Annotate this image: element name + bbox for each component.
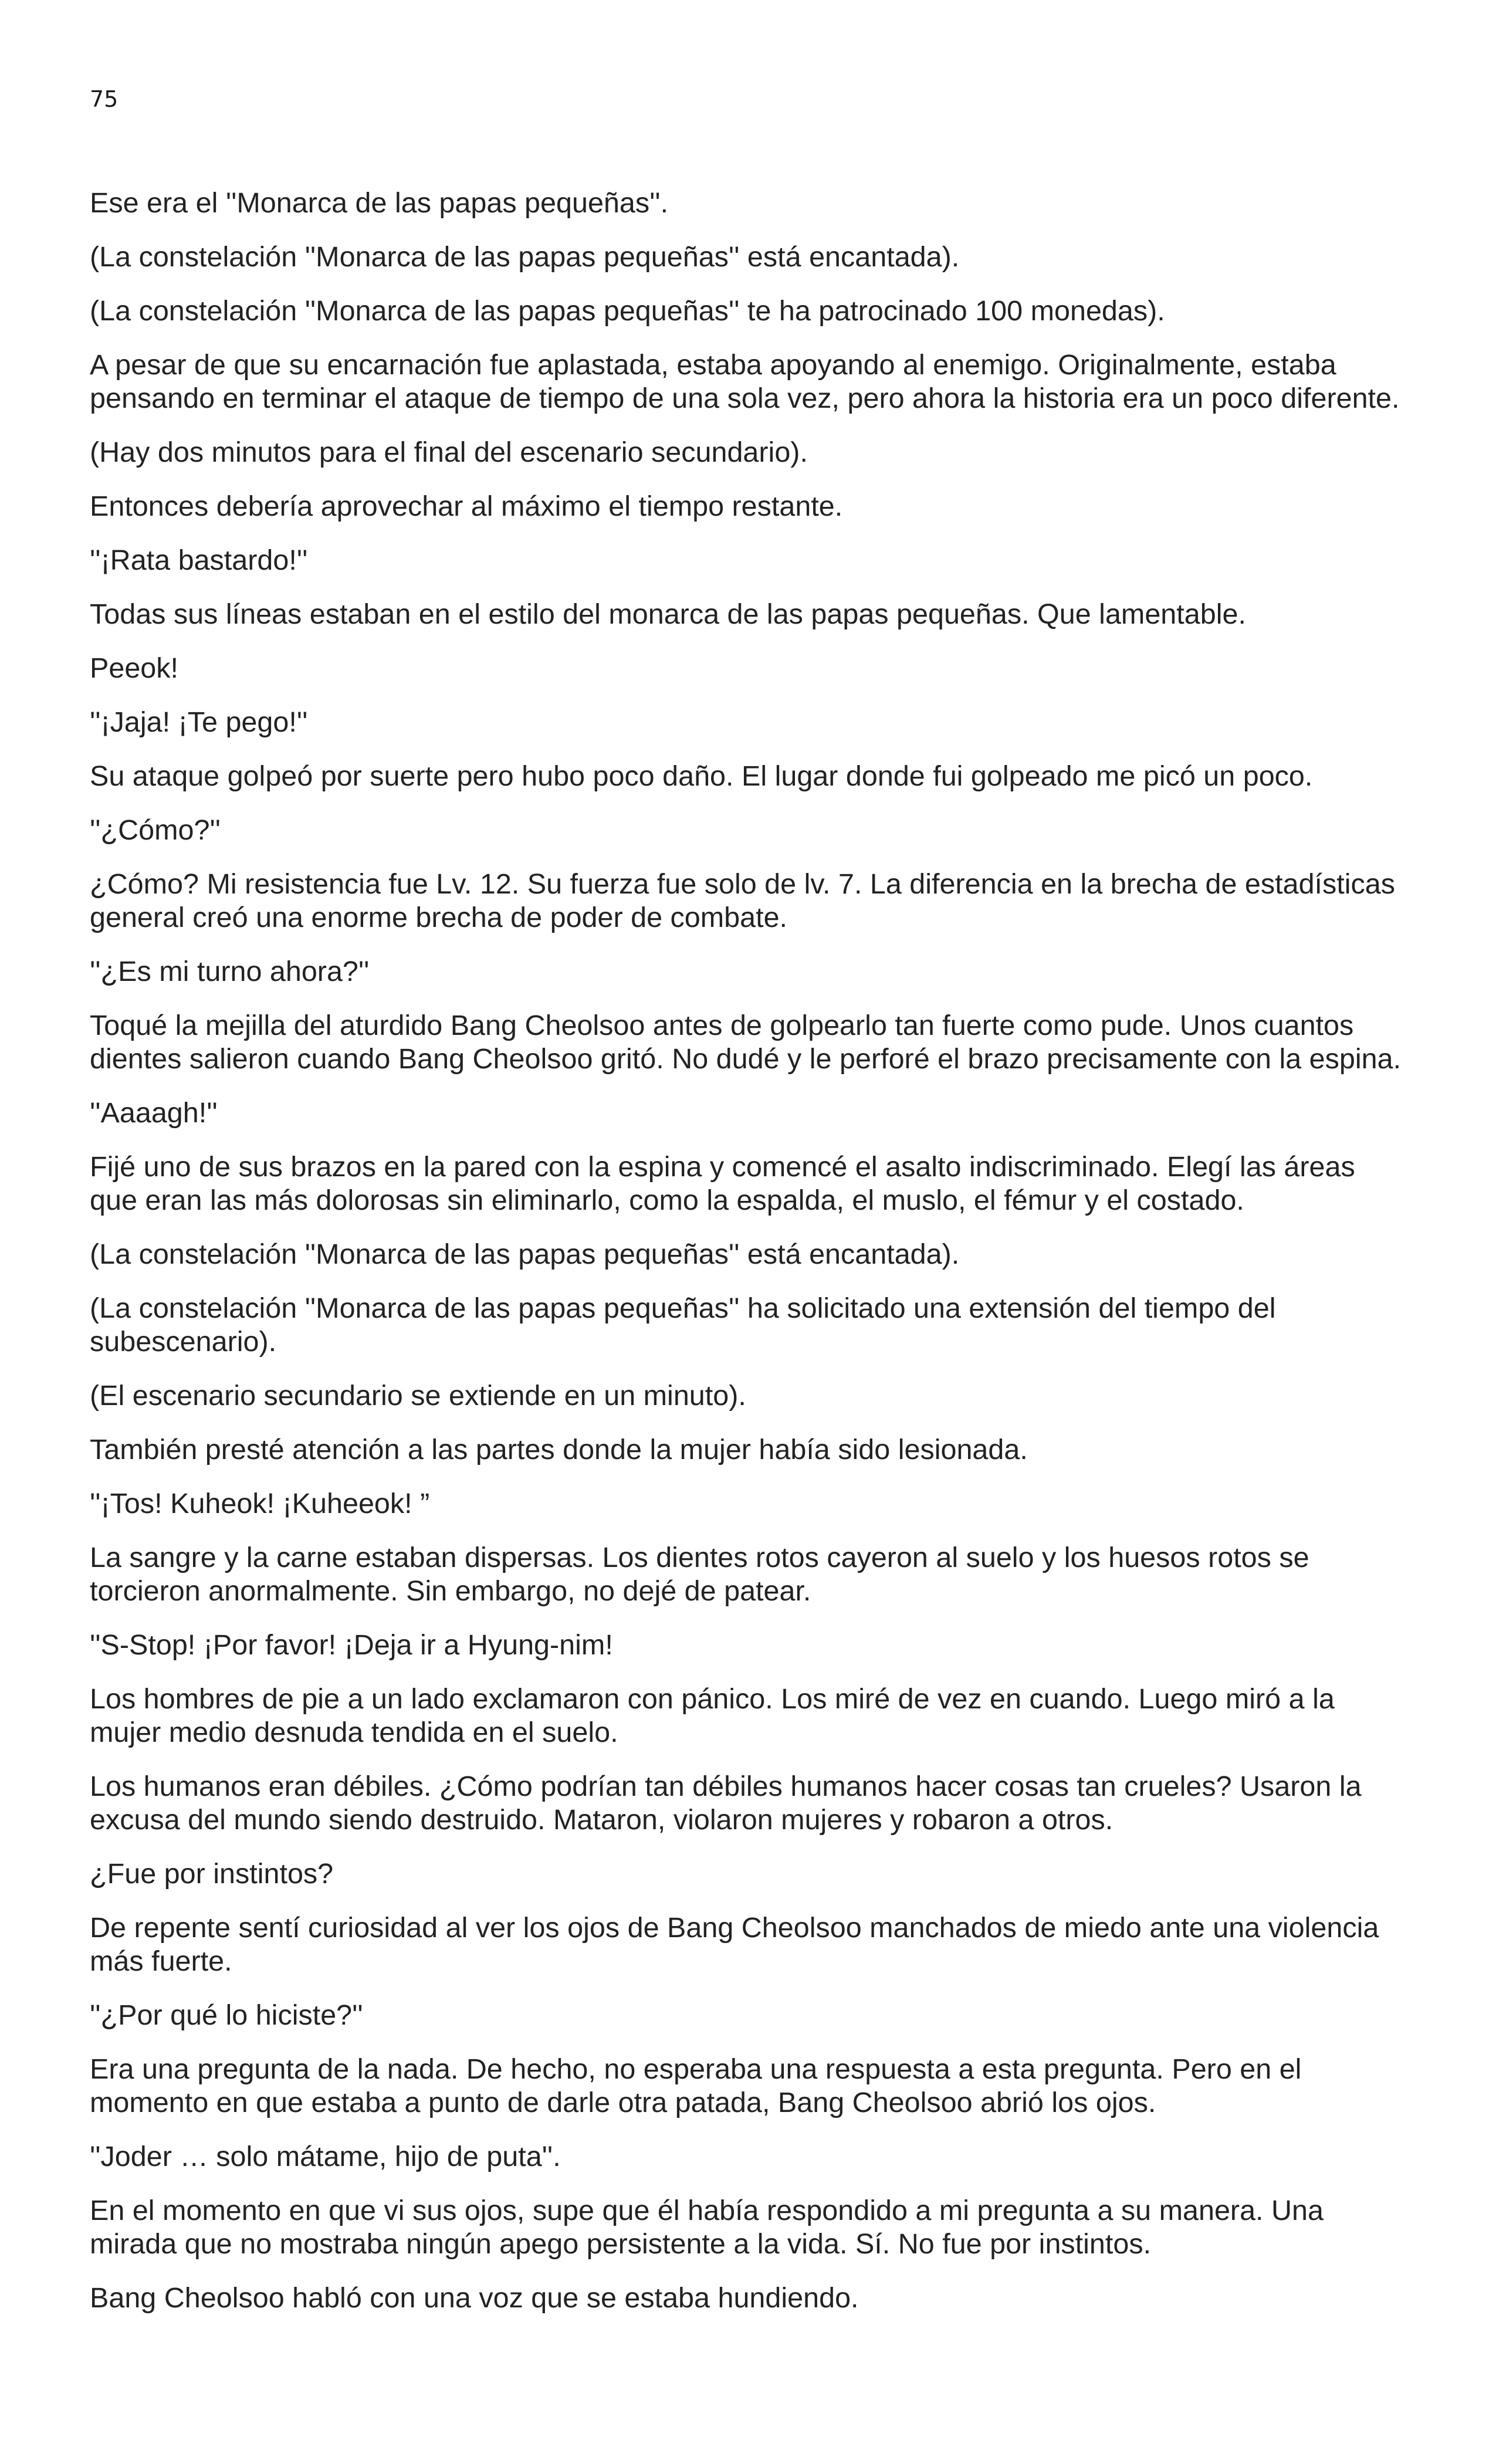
paragraph: (Hay dos minutos para el final del escenario secundario). xyxy=(90,436,808,468)
body-text xyxy=(90,187,1407,2336)
paragraph: ''S-Stop! ¡Por favor! ¡Deja ir a Hyung-nim! xyxy=(90,1629,613,1661)
paragraph: La sangre y la carne estaban dispersas. Los dientes rotos cayeron al suelo y los huesos rotos se torcieron anormalmente. Sin embargo, no dejé de patear. xyxy=(90,1542,1309,1607)
paragraph: ''¡Rata bastardo!'' xyxy=(90,544,308,576)
paragraph: Los humanos eran débiles. ¿Cómo podrían tan débiles humanos hacer cosas tan crueles? Usaron la excusa del mundo siendo destruido. Mataron, violaron mujeres y robaron a otros. xyxy=(90,1771,1362,1836)
paragraph: ''Joder … solo mátame, hijo de puta''. xyxy=(90,2141,561,2172)
paragraph: Su ataque golpeó por suerte pero hubo poco daño. El lugar donde fui golpeado me picó un poco. xyxy=(90,760,1313,792)
paragraph: (La constelación ''Monarca de las papas pequeñas'' te ha patrocinado 100 monedas). xyxy=(90,295,1165,327)
paragraph: También presté atención a las partes donde la mujer había sido lesionada. xyxy=(90,1434,1028,1465)
paragraph: Ese era el ''Monarca de las papas pequeñas''. xyxy=(90,187,669,219)
paragraph: En el momento en que vi sus ojos, supe que él había respondido a mi pregunta a su manera. Una mirada que no mostraba ningún apego persistente a la vida. Sí. No fue por instintos. xyxy=(90,2195,1324,2260)
paragraph: (La constelación ''Monarca de las papas pequeñas'' está encantada). xyxy=(90,241,960,273)
page-number: 75 xyxy=(90,86,119,112)
paragraph: (El escenario secundario se extiende en un minuto). xyxy=(90,1380,746,1412)
paragraph: ¿Fue por instintos? xyxy=(90,1858,334,1890)
paragraph: A pesar de que su encarnación fue aplastada, estaba apoyando al enemigo. Originalmente, estaba pensando en terminar el ataque de tiempo de una sola vez, pero ahora la historia era un poco diferente. xyxy=(90,349,1400,414)
paragraph: De repente sentí curiosidad al ver los ojos de Bang Cheolsoo manchados de miedo ante una violencia más fuerte. xyxy=(90,1912,1379,1977)
paragraph: ''Aaaagh!'' xyxy=(90,1097,218,1129)
paragraph: ''¡Tos! Kuheok! ¡Kuheeok! ” xyxy=(90,1488,430,1519)
paragraph: Peeok! xyxy=(90,652,178,684)
paragraph: ''¡Jaja! ¡Te pego!'' xyxy=(90,706,308,738)
paragraph: Era una pregunta de la nada. De hecho, no esperaba una respuesta a esta pregunta. Pero en el momento en que estaba a punto de darle otra patada, Bang Cheolsoo abrió los ojos. xyxy=(90,2053,1302,2118)
paragraph: (La constelación ''Monarca de las papas pequeñas'' está encantada). xyxy=(90,1238,960,1270)
paragraph: ''¿Es mi turno ahora?'' xyxy=(90,956,370,987)
paragraph: Toqué la mejilla del aturdido Bang Cheolsoo antes de golpearlo tan fuerte como pude. Unos cuantos dientes salieron cuando Bang Cheolsoo gritó. No dudé y le perforé el brazo precisamente con la espina. xyxy=(90,1010,1402,1075)
paragraph: Bang Cheolsoo habló con una voz que se estaba hundiendo. xyxy=(90,2282,859,2314)
paragraph: ''¿Cómo?'' xyxy=(90,814,221,846)
paragraph: Entonces debería aprovechar al máximo el tiempo restante. xyxy=(90,490,843,522)
paragraph: (La constelación ''Monarca de las papas pequeñas'' ha solicitado una extensión del tiempo del subescenario). xyxy=(90,1292,1276,1358)
paragraph: Todas sus líneas estaban en el estilo del monarca de las papas pequeñas. Que lamentable. xyxy=(90,598,1246,630)
paragraph: Fijé uno de sus brazos en la pared con la espina y comencé el asalto indiscriminado. Elegí las áreas que eran las más dolorosas sin eliminarlo, como la espalda, el muslo, el fémur y el costado. xyxy=(90,1151,1355,1216)
paragraph: ¿Cómo? Mi resistencia fue Lv. 12. Su fuerza fue solo de lv. 7. La diferencia en la brecha de estadísticas general creó una enorme brecha de poder de combate. xyxy=(90,868,1396,933)
paragraph: Los hombres de pie a un lado exclamaron con pánico. Los miré de vez en cuando. Luego miró a la mujer medio desnuda tendida en el suelo. xyxy=(90,1683,1335,1748)
paragraph: ''¿Por qué lo hiciste?'' xyxy=(90,1999,363,2031)
